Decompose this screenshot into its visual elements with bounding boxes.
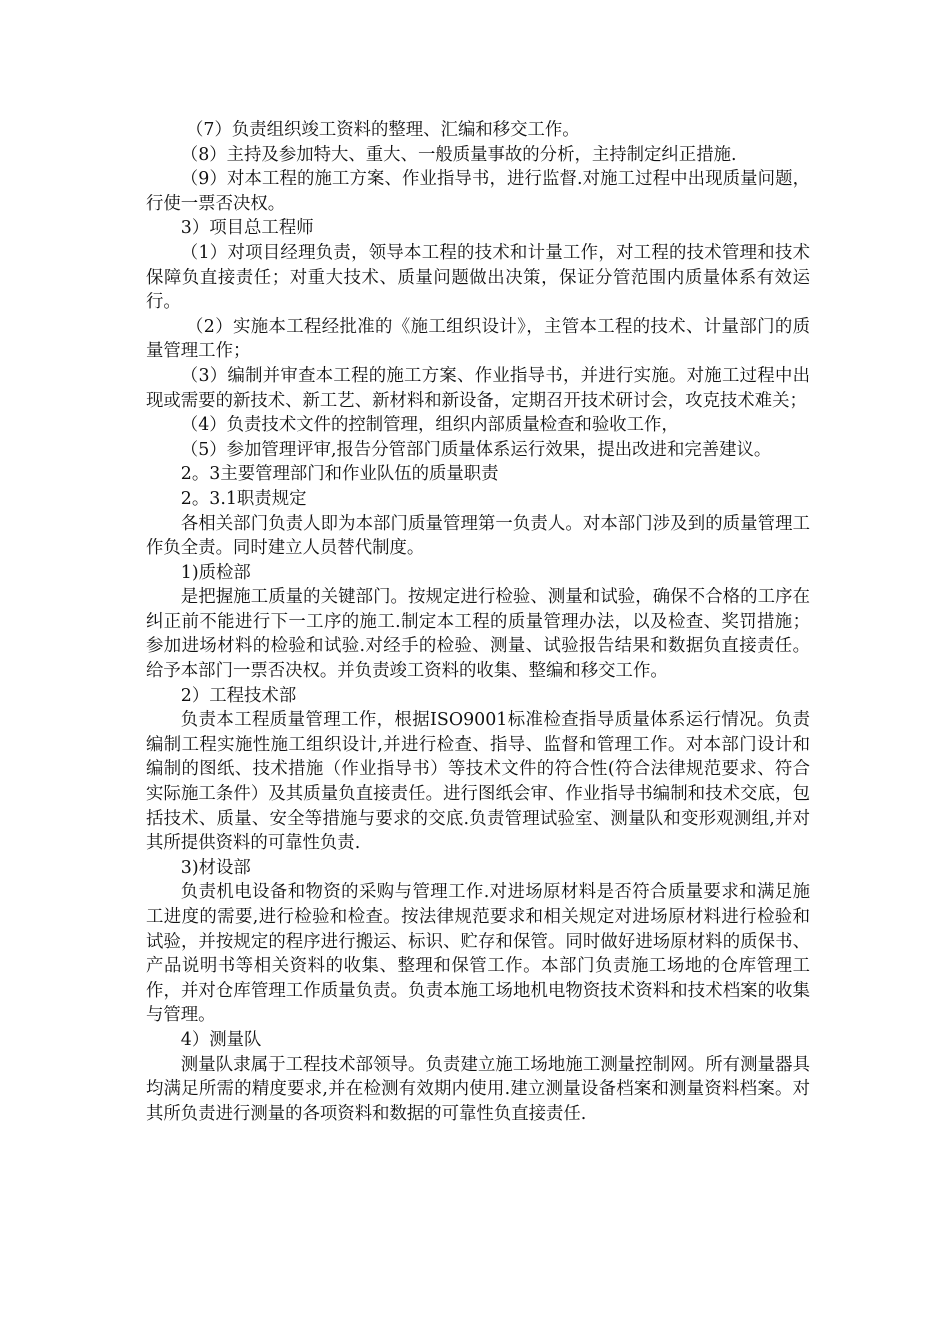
paragraph: （3）编制并审查本工程的施工方案、作业指导书，并进行实施。对施工过程中出现或需要的新技术、新工艺、新材料和新设备，定期召开技术研讨会，攻克技术难关； [146,365,810,411]
paragraph: 是把握施工质量的关键部门。按规定进行检验、测量和试验，确保不合格的工序在纠正前不能进行下一工序的施工.制定本工程的质量管理办法，以及检查、奖罚措施；参加进场材料的检验和试验.对经手的检验、测量、试验报告结果和数据负直接责任。给予本部门一票否决权。并负责竣工资料的收集、整编和移交工作。 [146,587,810,682]
paragraph: （4）负责技术文件的控制管理，组织内部质量检查和验收工作， [180,415,679,436]
section-heading: 1)质检部 [180,562,251,583]
section-heading: 3）项目总工程师 [180,218,314,239]
paragraph: （1）对项目经理负责，领导本工程的技术和计量工作，对工程的技术管理和技术保障负直接责任；对重大技术、质量问题做出决策，保证分管范围内质量体系有效运行。 [146,242,810,313]
section-heading: 4）测量队 [180,1029,262,1050]
document-page [146,118,810,1126]
paragraph: 负责本工程质量管理工作，根据ISO9001标准检查指导质量体系运行情况。负责编制工程实施性施工组织设计,并进行检查、指导、监督和管理工作。对本部门设计和编制的图纸、技术措施（作业指导书）等技术文件的符合性(符合法律规范要求、符合实际施工条件）及其质量负直接责任。进行图纸会审、作业指导书编制和技术交底，包括技术、质量、安全等措施与要求的交底.负责管理试验室、测量队和变形观测组,并对其所提供资料的可靠性负责. [146,710,810,854]
section-heading: 2。3.1职责规定 [180,488,307,509]
section-heading: 3)材设部 [180,857,251,878]
paragraph: （2）实施本工程经批准的《施工组织设计》，主管本工程的技术、计量部门的质量管理工作； [146,316,810,362]
paragraph: 各相关部门负责人即为本部门质量管理第一负责人。对本部门涉及到的质量管理工作负全责。同时建立人员替代制度。 [146,513,810,559]
section-heading: 2。3主要管理部门和作业队伍的质量职责 [180,464,499,485]
paragraph: 负责机电设备和物资的采购与管理工作.对进场原材料是否符合质量要求和满足施工进度的需要,进行检验和检查。按法律规范要求和相关规定对进场原材料进行检验和试验，并按规定的程序进行搬运、标识、贮存和保管。同时做好进场原材料的质保书、产品说明书等相关资料的收集、整理和保管工作。本部门负责施工场地的仓库管理工作，并对仓库管理工作质量负责。负责本施工场地机电物资技术资料和技术档案的收集与管理。 [146,882,810,1026]
paragraph: （8）主持及参加特大、重大、一般质量事故的分析，主持制定纠正措施. [180,144,737,165]
paragraph: （9）对本工程的施工方案、作业指导书，进行监督.对施工过程中出现质量问题，行使一票否决权。 [146,169,810,214]
paragraph: 测量队隶属于工程技术部领导。负责建立施工场地施工测量控制网。所有测量器具均满足所需的精度要求,并在检测有效期内使用.建立测量设备档案和测量资料档案。对其所负责进行测量的各项资料和数据的可靠性负直接责任. [146,1054,810,1124]
section-heading: 2）工程技术部 [180,685,297,706]
paragraph: （7）负责组织竣工资料的整理、汇编和移交工作。 [186,120,580,140]
paragraph: （5）参加管理评审,报告分管部门质量体系运行效果，提出改进和完善建议。 [180,439,772,460]
